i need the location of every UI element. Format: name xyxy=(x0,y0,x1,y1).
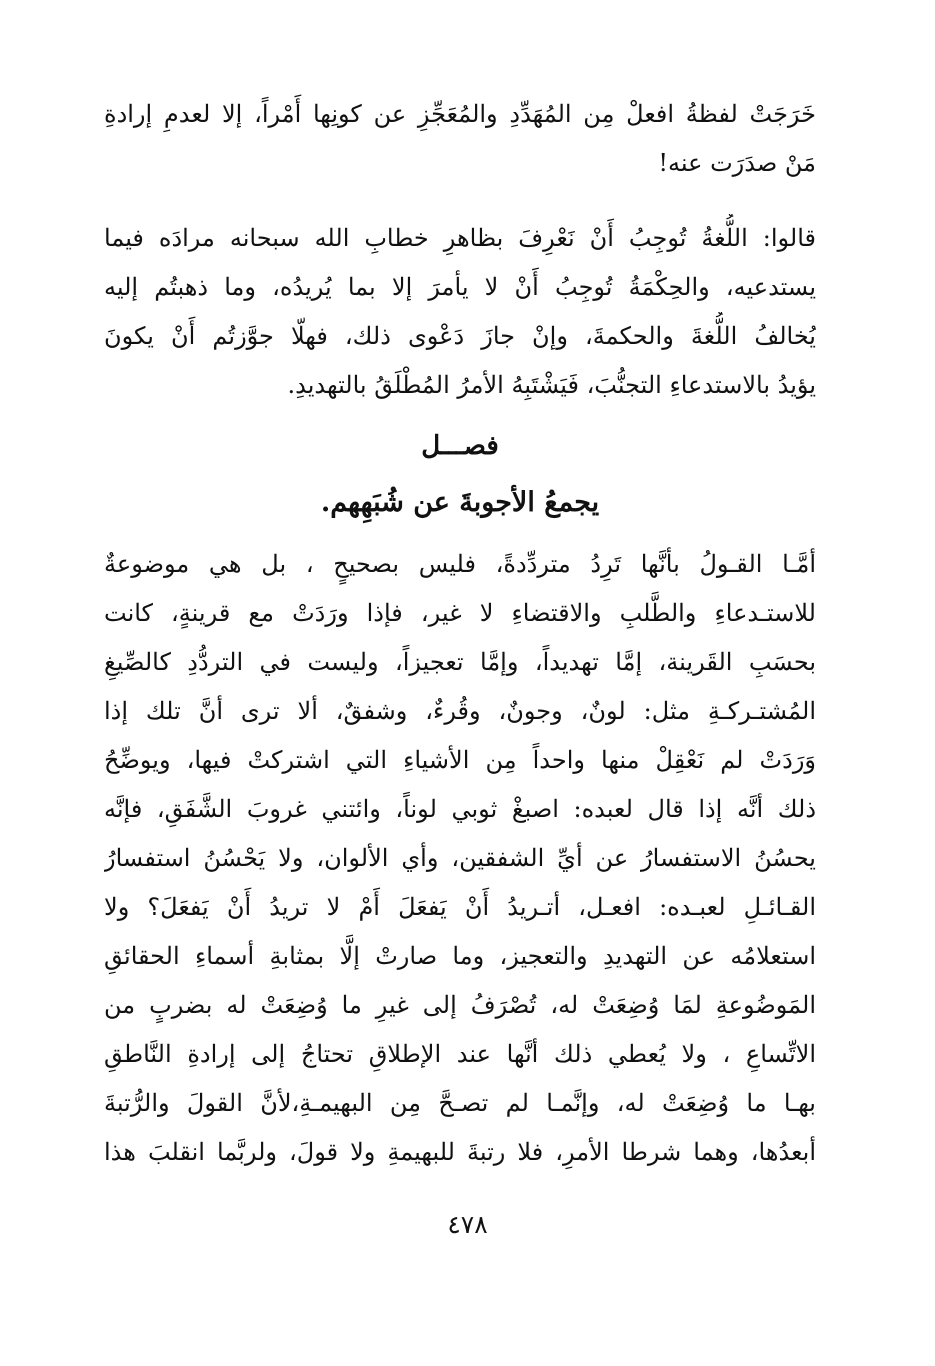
text-line: قالوا: اللُّغةُ تُوجِبُ أَنْ نَعْرِفَ بظاهرِ خطابِ الله سبحانه مرادَه فيما xyxy=(104,224,816,252)
text-line: خَرَجَتْ لفظةُ افعلْ مِن المُهَدِّدِ والمُعَجِّزِ عن كونِها أَمْراً، إلا لعدمِ إرادةِ xyxy=(104,100,816,128)
text-line: الاتِّساعِ ، ولا يُعطي ذلك أنَّها عند الإطلاقِ تحتاجُ إلى إرادةِ النَّاطقِ xyxy=(104,1040,816,1068)
text-line: مَنْ صدَرَت عنه! xyxy=(658,149,816,177)
paragraph-1 xyxy=(104,90,816,188)
page-number: ٤٧٨ xyxy=(447,1210,488,1239)
paragraph-3 xyxy=(104,540,816,1177)
text-line: بحسَبِ القَرينة، إمَّا تهديداً، وإمَّا تعجيزاً، وليست في التردُّدِ كالصِّيغِ xyxy=(104,648,816,676)
text-line: يؤيدُ بالاستدعاءِ التجنُّبَ، فَيَشْتَبِهُ الأمرُ المُطْلَقُ بالتهديدِ. xyxy=(287,371,816,399)
text-line: يُخالفُ اللُّغةَ والحكمةَ، وإنْ جازَ دَعْوى ذلك، فهلّا جوَّزتُم أَنْ يكونَ xyxy=(104,322,816,350)
text-line: المَوضُوعةِ لمَا وُضِعَتْ له، تُصْرَفُ إلى غيرِ ما وُضِعَتْ له بضربٍ من xyxy=(104,991,816,1019)
text-line: للاستـدعاءِ والطَّلبِ والاقتضاءِ لا غير، فإذا ورَدَتْ مع قرينةٍ، كانت xyxy=(104,599,816,627)
text-line: بهـا ما وُضِعَتْ له، وإنَّمـا لم تصـحَّ مِن البهيمـةِ،لأنَّ القولَ والرُّتبةَ xyxy=(104,1089,816,1117)
text-line: أبعدُها، وهما شرطا الأمرِ، فلا رتبةَ للبهيمةِ ولا قولَ، ولربَّما انقلبَ هذا xyxy=(104,1138,816,1166)
text-line: يحسُنُ الاستفسارُ عن أيِّ الشفقين، وأي الألوان، ولا يَحْسُنُ استفسارُ xyxy=(104,844,816,872)
text-line: ذلك أنَّه إذا قال لعبده: اصبغْ ثوبي لوناً، وائتني غروبَ الشَّفَقِ، فإنَّه xyxy=(104,795,816,823)
book-page xyxy=(104,90,816,1177)
text-line: وَرَدَتْ لم نَعْقِلْ منها واحداً مِن الأشياءِ التي اشتركتْ فيها، ويوضِّحُ xyxy=(104,746,816,774)
text-line: القـائـلِ لعبـده: افعـل، أتـريدُ أَنْ يَفعَلَ أَمْ لا تريدُ أَنْ يَفعَلَ؟ ولا xyxy=(104,893,816,921)
text-line: يستدعيه، والحِكْمَةُ تُوجِبُ أَنْ لا يأمرَ إلا بما يُريدُه، وما ذهبتُم إليه xyxy=(104,273,816,301)
text-line: المُشتـركـةِ مثل: لونٌ، وجونٌ، وقُرءٌ، وشفقٌ، ألا ترى أنَّ تلك إذا xyxy=(104,697,816,725)
section-heading: فصـــل xyxy=(421,431,499,461)
paragraph-2 xyxy=(104,214,816,410)
section-title: يجمعُ الأجوبةَ عن شُبَهِهم. xyxy=(320,487,600,518)
text-line: استعلامُه عن التهديدِ والتعجيز، وما صارتْ إلَّا بمثابةِ أسماءِ الحقائقِ xyxy=(104,942,816,970)
text-line: أمَّـا القـولُ بأنَّها تَرِدُ متردِّدةً، فليس بصحيحٍ ، بل هي موضوعةٌ xyxy=(104,550,816,578)
